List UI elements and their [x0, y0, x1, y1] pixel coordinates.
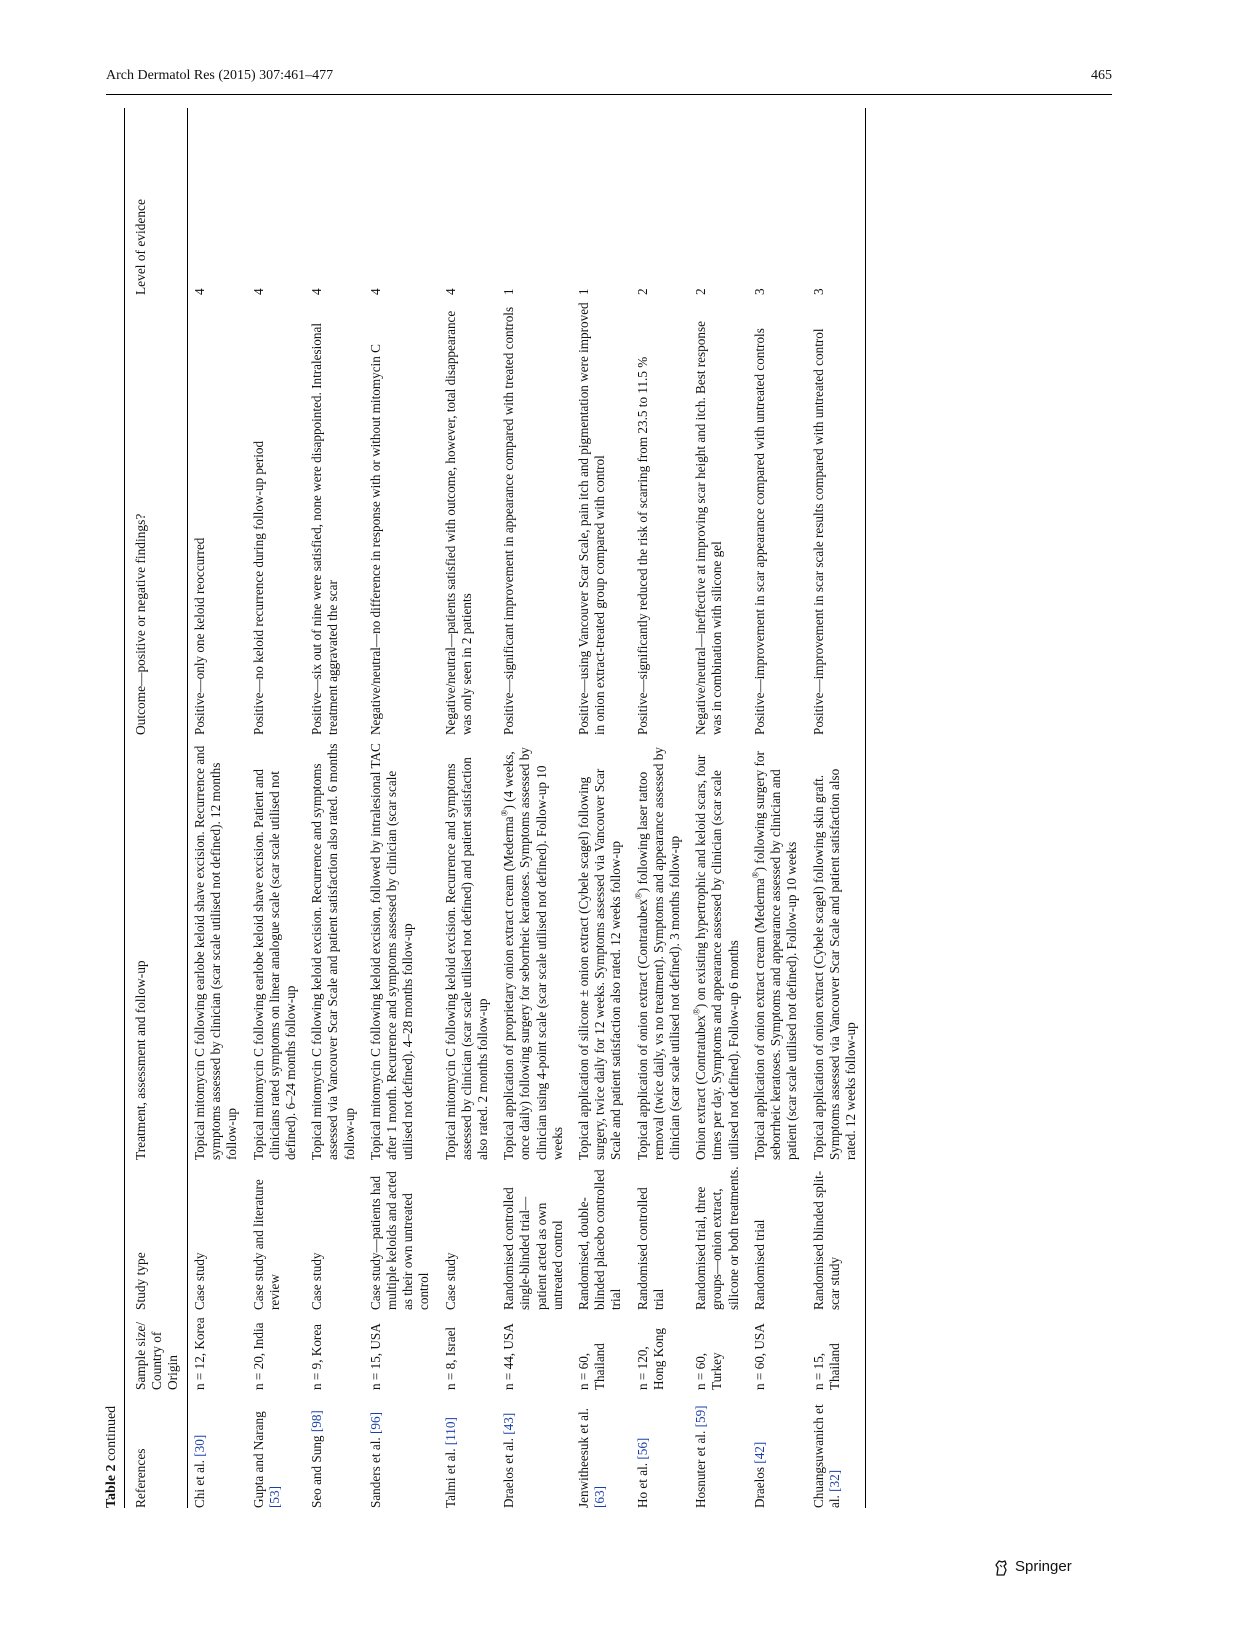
column-header: Outcome—positive or negative findings?: [125, 295, 188, 735]
evidence-level-cell: 4: [250, 288, 266, 295]
table-row: [497, 108, 572, 1508]
outcome-cell: Positive—six out of nine were satisfied, none were disappointed. Intralesional treatment aggravated the scar: [309, 322, 341, 735]
evidence-level-cell: 4: [309, 288, 325, 295]
study-type-cell: Randomised trial: [751, 1219, 767, 1310]
registered-mark: ®: [633, 892, 644, 900]
outcome-cell: Positive—significant improvement in appearance compared with treated controls: [501, 306, 517, 735]
outcome-cell: Negative/neutral—patients satisfied with outcome, however, total disappearance was only seen in 2 patients: [442, 310, 474, 735]
table-row: [631, 108, 690, 1508]
reference-cell: [748, 1390, 807, 1508]
reference-cell: [689, 1390, 748, 1508]
treatment-text: Topical application of proprietary onion extract cream (Mederma: [501, 816, 517, 1160]
citation-link[interactable]: [56]: [634, 1437, 650, 1460]
evidence-level-cell: 1: [576, 288, 592, 295]
outcome-cell: Positive—improvement in scar scale results compared with untreated control: [807, 295, 866, 735]
reference-cell: [572, 1390, 631, 1508]
treatment-cell: Topical mitomycin C following earlobe keloid shave excision. Recurrence and symptoms assessed by clinician (scar scale utilised not defined). 12 months follow-up: [192, 745, 240, 1160]
outcome-cell: Positive—no keloid recurrence during follow-up period: [250, 440, 266, 735]
rotated-table-block: [104, 108, 1114, 1508]
table-row: [572, 108, 631, 1508]
sample-cell: n = 60, USA: [751, 1323, 767, 1390]
study-type-cell: Randomised blinded split-scar study: [807, 1160, 866, 1310]
reference-authors: Draelos et al.: [501, 1438, 517, 1508]
reference-cell: [305, 1390, 364, 1508]
treatment-text: Topical application of onion extract (Contratubex: [634, 899, 650, 1160]
outcome-cell: Negative/neutral—no difference in response with or without mitomycin C: [367, 344, 383, 735]
citation-link[interactable]: [30]: [192, 1434, 207, 1457]
study-type-cell: Randomised trial, three groups—onion extract, silicone or both treatments.: [693, 1166, 741, 1310]
evidence-level-cell: 3: [807, 108, 866, 295]
column-header: Level of evidence: [125, 108, 188, 295]
citation-link[interactable]: [32]: [826, 1469, 842, 1492]
citation-link[interactable]: [96]: [367, 1412, 383, 1435]
reference-authors: Talmi et al.: [442, 1448, 458, 1508]
reference-authors: Hosnuter et al.: [693, 1430, 709, 1508]
treatment-text: Topical application of onion extract cream (Mederma: [751, 878, 767, 1160]
sample-cell: n = 20, India: [250, 1322, 266, 1390]
outcome-cell: Positive—only one keloid reoccurred: [192, 537, 207, 735]
table-row: [807, 108, 866, 1508]
running-header: [106, 66, 1112, 95]
reference-authors: Chi et al.: [192, 1460, 207, 1508]
treatment-text: ) following laser tattoo removal (twice daily, vs no treatment). Symptoms and appearance assessed by clinician (scar scale utilised not defined). 3 months follow-up: [634, 747, 683, 1160]
reference-authors: Chuangsuwanich et al.: [810, 1404, 842, 1508]
table-row: [188, 108, 247, 1508]
table-row: [305, 108, 364, 1508]
column-header: References: [125, 1390, 188, 1508]
registered-mark: ®: [750, 871, 761, 879]
citation-link[interactable]: [59]: [693, 1405, 709, 1428]
treatment-cell: Topical application of onion extract (Cybele scagel) following skin graft. Symptoms assessed via Vancouver Scar Scale and patient satisfaction also rated. 12 weeks follow-up: [807, 735, 866, 1160]
outcome-cell: Positive—significantly reduced the risk of scarring from 23.5 to 11.5 %: [634, 356, 650, 735]
treatment-text: ) on existing hypertrophic and keloid scars, four times per day. Symptoms and appearance assessed by clinician (scar scale utilised not defined). Follow-up 6 months: [693, 754, 741, 1160]
reference-authors: Sanders et al.: [367, 1437, 383, 1508]
evidence-level-cell: 4: [442, 288, 458, 295]
citation-link[interactable]: [42]: [751, 1441, 767, 1464]
column-header: Treatment, assessment and follow-up: [125, 735, 188, 1160]
registered-mark: ®: [691, 1008, 702, 1015]
citation-link[interactable]: [110]: [442, 1417, 458, 1446]
evidence-level-cell: 3: [751, 288, 767, 295]
study-type-cell: Case study: [192, 1252, 207, 1310]
reference-cell: [497, 1390, 572, 1508]
table-row: [247, 108, 306, 1508]
registered-mark: ®: [499, 809, 510, 817]
reference-cell: [364, 1390, 439, 1508]
citation-link[interactable]: [98]: [309, 1410, 325, 1433]
sample-cell: n = 60, Turkey: [693, 1352, 725, 1390]
table-header-row: [125, 108, 188, 1508]
study-type-cell: Randomised controlled trial: [634, 1187, 666, 1310]
evidence-level-cell: 1: [501, 288, 517, 295]
citation-link[interactable]: [43]: [501, 1412, 517, 1435]
treatment-text: ) (4 weeks, once daily) following surgery for seborrheic keratoses. Symptoms assessed by clinician using 4-point scale (scar scale utilised not defined). Follow-up 10 weeks: [501, 747, 565, 1160]
column-header: Study type: [125, 1160, 188, 1310]
reference-cell: [188, 1390, 247, 1508]
treatment-cell: Topical mitomycin C following keloid excision. Recurrence and symptoms assessed via Vancouver Scar Scale and patient satisfaction also rated. 6 months follow-up: [309, 743, 357, 1160]
outcome-cell: Negative/neutral—ineffective at improving scar height and itch. Best response was in combination with silicone gel: [693, 321, 725, 735]
study-type-cell: Randomised controlled single-blinded trial—patient acted as own untreated control: [501, 1187, 565, 1310]
reference-cell: [631, 1390, 690, 1508]
outcome-cell: Positive—improvement in scar appearance compared with untreated controls: [751, 328, 767, 735]
publisher-name: Springer: [1015, 1558, 1072, 1575]
table-caption-label: Table 2: [104, 1464, 119, 1508]
treatment-cell: Topical application of silicone ± onion extract (Cybele scagel) following surgery, twice daily for 12 weeks. Symptoms assessed via Vancouver Scar Scale and patient satisfaction also rated. 12 weeks follow-up: [576, 768, 624, 1160]
reference-cell: [247, 1390, 306, 1508]
study-type-cell: Case study—patients had multiple keloids and acted as their own untreated control: [367, 1171, 432, 1310]
evidence-level-cell: 4: [367, 288, 383, 295]
reference-cell: [439, 1390, 498, 1508]
evidence-level-cell: 4: [192, 288, 207, 295]
study-type-cell: Case study: [309, 1252, 325, 1310]
table-caption: [104, 1406, 120, 1508]
outcome-cell: Positive—using Vancouver Scar Scale, pain itch and pigmentation were improved in onion extract-treated group compared with control: [576, 302, 608, 735]
treatment-cell: [497, 735, 572, 1160]
sample-cell: n = 44, USA: [501, 1323, 517, 1390]
page-number: 465: [1091, 68, 1112, 83]
study-type-cell: Case study: [442, 1252, 458, 1310]
table-row: [364, 108, 439, 1508]
sample-cell: n = 8, Israel: [442, 1326, 458, 1390]
treatment-text: Onion extract (Contratubex: [693, 1014, 709, 1160]
reference-authors: Seo and Sung: [309, 1435, 325, 1508]
sample-cell: n = 15, Thailand: [807, 1310, 866, 1390]
evidence-table: [124, 108, 866, 1508]
citation-link[interactable]: [53]: [266, 1486, 282, 1508]
citation-link[interactable]: [63]: [592, 1486, 608, 1508]
sample-cell: n = 12, Korea: [192, 1317, 207, 1390]
reference-cell: [807, 1390, 866, 1508]
sample-cell: n = 15, USA: [367, 1323, 383, 1390]
reference-authors: Ho et al.: [634, 1462, 650, 1508]
table-caption-text: continued: [104, 1405, 119, 1462]
column-header: Sample size/ Country of Origin: [125, 1310, 188, 1390]
journal-citation: Arch Dermatol Res (2015) 307:461–477: [106, 68, 334, 83]
table-row: [748, 108, 807, 1508]
treatment-cell: Topical mitomycin C following earlobe keloid shave excision. Patient and clinicians rated symptoms on linear analogue scale (scar scale utilised not defined). 6–24 months follow-up: [250, 769, 299, 1160]
table-row: [689, 108, 748, 1508]
reference-authors: Draelos: [751, 1466, 767, 1508]
reference-authors: Jenwitheesuk et al.: [576, 1408, 592, 1508]
study-type-cell: Case study and literature review: [250, 1179, 282, 1310]
treatment-cell: [748, 735, 807, 1160]
evidence-level-cell: 2: [693, 288, 709, 295]
evidence-level-cell: 2: [634, 288, 650, 295]
treatment-cell: [631, 735, 690, 1160]
treatment-cell: Topical mitomycin C following keloid excision, followed by intralesional TAC after 1 month. Recurrence and symptoms assessed by clinician (scar scale utilised not defined). 4–28 months follow-up: [367, 743, 416, 1160]
publisher-footer: [993, 1558, 1113, 1580]
study-type-cell: Randomised, double-blinded placebo controlled trial: [576, 1169, 624, 1310]
treatment-text: ) following surgery for seborrheic keratoses. Symptoms and appearance assessed by clinician and patient (scar scale utilised not defined). Follow-up 10 weeks: [751, 751, 800, 1160]
table-row: [439, 108, 498, 1508]
treatment-cell: [689, 735, 748, 1160]
sample-cell: n = 60, Thailand: [576, 1343, 608, 1390]
reference-authors: Gupta and Narang: [250, 1411, 266, 1508]
springer-horse-icon: [993, 1559, 1011, 1577]
sample-cell: n = 9, Korea: [309, 1323, 325, 1390]
treatment-cell: Topical mitomycin C following keloid excision. Recurrence and symptoms assessed by clinician (scar scale utilised not defined) and patient satisfaction also rated. 2 months follow-up: [442, 757, 491, 1160]
sample-cell: n = 120, Hong Kong: [634, 1328, 666, 1390]
